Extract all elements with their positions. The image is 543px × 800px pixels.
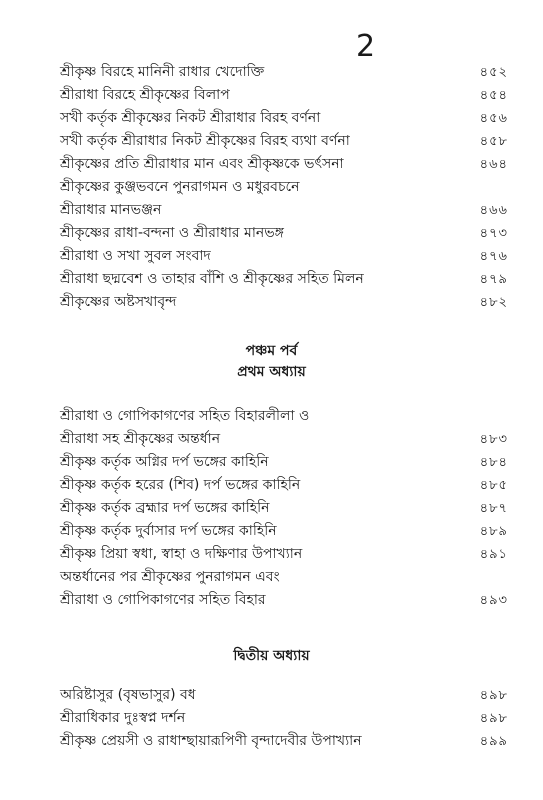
toc-entry-page: ৪৮৪ <box>479 455 508 470</box>
toc-entry-page: ৪৫৬ <box>479 111 508 126</box>
toc-entry-page: ৪৫৮ <box>479 134 508 149</box>
toc-entry <box>60 497 508 520</box>
toc-entry-page: ৪৮৫ <box>479 478 508 493</box>
toc-entry-title: শ্রীকৃষ্ণ কর্তৃক অগ্নির দর্প ভঙ্গের কাহিনি <box>60 454 269 470</box>
toc-entry-title: শ্রীকৃষ্ণের প্রতি শ্রীরাধার মান এবং শ্রীকৃষ্ণকে ভর্ৎসনা <box>60 156 344 172</box>
toc-entry-page: ৪৮৯ <box>479 524 508 539</box>
toc-entry-title: শ্রীরাধা ছদ্মবেশ ও তাহার বাঁশি ও শ্রীকৃষ্ণের সহিত মিলন <box>60 271 364 287</box>
toc-entry <box>60 566 508 589</box>
toc-entry-page: ৪৮৭ <box>479 501 508 516</box>
toc-entry-title: শ্রীরাধিকার দুঃস্বপ্ন দর্শন <box>60 710 186 726</box>
toc-entry <box>60 199 508 222</box>
toc-entry-title: শ্রীকৃষ্ণ কর্তৃক হরের (শিব) দর্প ভঙ্গের কাহিনি <box>60 477 301 493</box>
toc-entry-title: শ্রীরাধা সহ শ্রীকৃষ্ণের অন্তর্ধান <box>60 431 221 447</box>
toc-entry <box>60 107 508 130</box>
toc-entry-title: শ্রীকৃষ্ণ কর্তৃক ব্রহ্মার দর্প ভঙ্গের কাহিনি <box>60 500 270 516</box>
toc-entry-title: শ্রীকৃষ্ণ প্রেয়সী ও রাধাশ্ছায়ারূপিণী বৃন্দাদেবীর উপাখ্যান <box>60 733 362 749</box>
toc-entry-page: ৪৬৬ <box>479 203 508 218</box>
toc-entry <box>60 61 508 84</box>
toc-entry-page: ৪৭৯ <box>479 272 508 287</box>
toc-entry-title: অন্তর্ধানের পর শ্রীকৃষ্ণের পুনরাগমন এবং <box>60 569 280 585</box>
toc-entry-title: সখী কর্তৃক শ্রীকৃষ্ণের নিকট শ্রীরাধার বিরহ বর্ণনা <box>60 110 321 126</box>
toc-entry <box>60 730 508 753</box>
toc-entry-page: ৪৭৬ <box>479 249 508 264</box>
part-heading: পঞ্চম পর্ব <box>245 343 298 359</box>
toc-entry <box>60 291 508 314</box>
toc-entry-page: ৪৯৯ <box>479 734 508 749</box>
toc-entry-page: ৪৯৩ <box>479 593 508 608</box>
toc-entry-title: অরিষ্টাসুর (বৃষভাসুর) বধ <box>60 687 196 703</box>
toc-entry-title: শ্রীরাধা ও গোপিকাগণের সহিত বিহারলীলা ও <box>60 408 310 424</box>
toc-entry-page: ৪৯৮ <box>479 688 508 703</box>
toc-entry-title: শ্রীকৃষ্ণ কর্তৃক দুর্বাসার দর্প ভঙ্গের কাহিনি <box>60 523 277 539</box>
toc-entry-title: শ্রীরাধা ও সখা সুবল সংবাদ <box>60 248 211 264</box>
chapter-heading: দ্বিতীয় অধ্যায় <box>233 648 310 664</box>
toc-entry-page: ৪৫২ <box>479 65 508 80</box>
toc-entry-page: ৪৮৩ <box>479 432 508 447</box>
toc-entry-page: ৪৫৪ <box>479 88 508 103</box>
toc-entry <box>60 543 508 566</box>
toc-entry-page: ৪৮২ <box>479 295 508 310</box>
toc-entry <box>60 707 508 730</box>
toc-entry-page: ৪৭৩ <box>479 226 508 241</box>
toc-entry-title: শ্রীকৃষ্ণের কুঞ্জভবনে পুনরাগমন ও মধুরবচনে <box>60 179 300 195</box>
toc-entry <box>60 451 508 474</box>
toc-section-chapter-2 <box>60 684 508 753</box>
toc-entry-page: ৪৯১ <box>479 547 508 562</box>
toc-entry-page: ৪৬৪ <box>479 157 508 172</box>
toc-entry <box>60 520 508 543</box>
toc-entry <box>60 405 508 428</box>
toc-entry-title: শ্রীকৃষ্ণ বিরহে মানিনী রাধার খেদোক্তি <box>60 64 265 80</box>
chapter-heading: প্রথম অধ্যায় <box>237 364 306 380</box>
toc-entry-page: ৪৯৮ <box>479 711 508 726</box>
toc-entry <box>60 84 508 107</box>
toc-entry-title: শ্রীকৃষ্ণ প্রিয়া স্বধা, স্বাহা ও দক্ষিণার উপাখ্যান <box>60 546 303 562</box>
toc-section-chapter-1 <box>60 405 508 612</box>
toc-entry <box>60 589 508 612</box>
toc-entry-title: শ্রীকৃষ্ণের অষ্টসখাবৃন্দ <box>60 294 177 310</box>
toc-entry-title: শ্রীকৃষ্ণের রাধা-বন্দনা ও শ্রীরাধার মানভঙ্গ <box>60 225 284 241</box>
toc-entry-title: শ্রীরাধার মানভঞ্জন <box>60 202 162 218</box>
toc-entry <box>60 684 508 707</box>
toc-entry <box>60 245 508 268</box>
toc-entry <box>60 268 508 291</box>
toc-entry-title: শ্রীরাধা ও গোপিকাগণের সহিত বিহার <box>60 592 266 608</box>
toc-entry <box>60 153 508 176</box>
toc-entry <box>60 222 508 245</box>
toc-entry-title: শ্রীরাধা বিরহে শ্রীকৃষ্ণের বিলাপ <box>60 87 230 103</box>
toc-entry <box>60 428 508 451</box>
page-number: 2 <box>356 29 376 64</box>
toc-entry-title: সখী কর্তৃক শ্রীরাধার নিকট শ্রীকৃষ্ণের বিরহ ব্যথা বর্ণনা <box>60 133 350 149</box>
toc-section-continued <box>60 61 508 314</box>
toc-entry <box>60 176 508 199</box>
toc-entry <box>60 130 508 153</box>
toc-entry <box>60 474 508 497</box>
